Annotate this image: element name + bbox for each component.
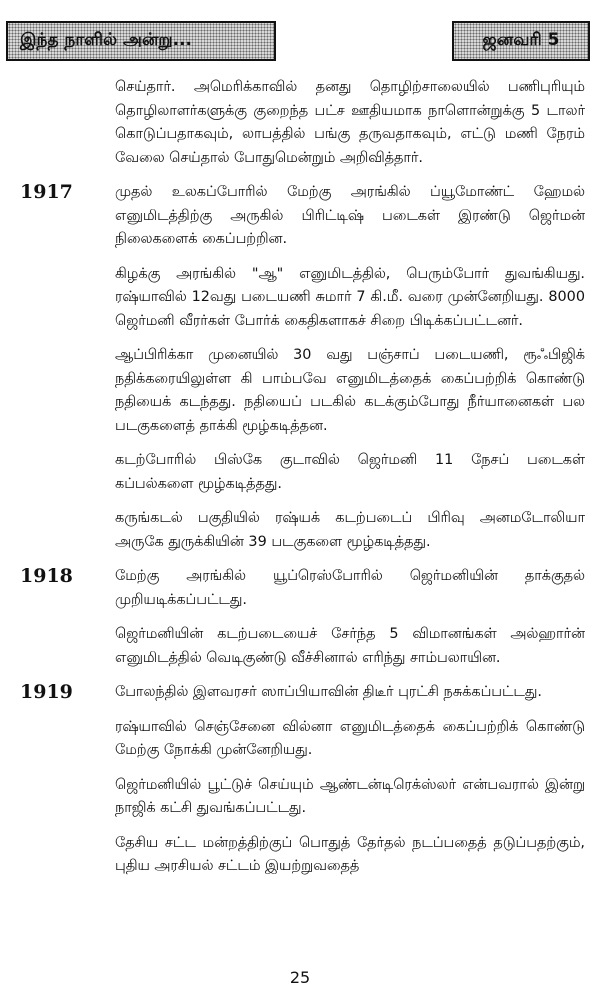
- year-entry: [0, 181, 600, 554]
- event-paragraph: கிழக்கு அரங்கில் "ஆ" எனுமிடத்தில், பெரும்போர் துவங்கியது. ரஷ்யாவில் 12வது படையணி சுமார் 7 கி.மீ. வரை முன்னேறியது. 8000 ஜெர்மனி வீரர்கள் போர்க் கைதிகளாகச் சிறை பிடிக்கப்பட்டனர்.: [115, 265, 585, 329]
- event-paragraph: செய்தார். அமெரிக்காவில் தனது தொழிற்சாலையில் பணிபுரியும் தொழிலாளர்களுக்கு குறைந்த பட்ச ஊதியமாக நாளொன்றுக்கு 5 டாலர் கொடுப்பதாகவும், லாபத்தில் பங்கு தருவதாகவும், எட்டு மணி நேரம் வேலை செய்தால் போதுமென்றும் அறிவித்தார்.: [115, 79, 585, 166]
- event-paragraph: ஜெர்மனியின் கடற்படையைச் சேர்ந்த 5 விமானங்கள் அல்ஹார்ன் எனுமிடத்தில் வெடிகுண்டு வீச்சினால் எரிந்து சாம்பலாயின.: [115, 626, 585, 666]
- entry-paragraphs: [115, 681, 585, 879]
- entry-paragraphs: [115, 76, 585, 170]
- event-paragraph: ஆப்பிரிக்கா முனையில் 30 வது பஞ்சாப் படையணி, ரூஃபிஜிக் நதிக்கரையிலுள்ள கி பாம்பவே எனுமிடத்தைக் கைப்பற்றிக் கொண்டு நதியைக் கடந்தது. நதியைப் படகில் கடக்கும்போது நீர்யானைகள் பல படகுகளைத் தாக்கி மூழ்கடித்தன.: [115, 347, 585, 434]
- event-paragraph: கடற்போரில் பிஸ்கே குடாவில் ஜெர்மனி 11 நேசப் படைகள் கப்பல்களை மூழ்கடித்தது.: [115, 452, 585, 492]
- entry-paragraphs: [115, 565, 585, 670]
- event-paragraph: தேசிய சட்ட மன்றத்திற்குப் பொதுத் தேர்தல் நடப்பதைத் தடுப்பதற்கும், புதிய அரசியல் சட்டம் இயற்றுவதைத்: [115, 834, 585, 874]
- event-paragraph: மேற்கு அரங்கில் யூப்ரெஸ்போரில் ஜெர்மனியின் தாக்குதல் முறியடிக்கப்பட்டது.: [115, 568, 585, 608]
- event-paragraph: ஜெர்மனியில் பூட்டுச் செய்யும் ஆண்டன்டிரெக்ஸ்லர் என்பவரால் இன்று நாஜிக் கட்சி துவங்கப்பட்டது.: [115, 776, 585, 816]
- year-label: 1917: [20, 181, 73, 203]
- event-paragraph: கருங்கடல் பகுதியில் ரஷ்யக் கடற்படைப் பிரிவு அனமடோலியா அருகே துருக்கியின் 39 படகுகளை மூழ்கடித்தது.: [115, 510, 585, 550]
- header-title-box: [6, 21, 276, 61]
- year-entry: [0, 681, 600, 879]
- page-body: [0, 76, 600, 890]
- event-paragraph: ரஷ்யாவில் செஞ்சேனை வில்னா எனுமிடத்தைக் கைப்பற்றிக் கொண்டு மேற்கு நோக்கி முன்னேறியது.: [115, 718, 585, 758]
- year-label: 1918: [20, 565, 73, 587]
- page-number: 25: [289, 968, 311, 987]
- header-date-box: [452, 21, 590, 61]
- event-paragraph: முதல் உலகப்போரில் மேற்கு அரங்கில் ப்யூமோண்ட் ஹேமல் எனுமிடத்திற்கு அருகில் பிரிட்டிஷ் படைகள் இரண்டு ஜெர்மன் நிலைகளைக் கைப்பற்றின.: [115, 184, 585, 247]
- entry-paragraphs: [115, 181, 585, 554]
- year-entry: [0, 76, 600, 170]
- header-title: இந்த நாளில் அன்று...: [20, 30, 193, 50]
- event-paragraph: போலந்தில் இளவரசர் ஸாப்பியாவின் திடீர் புரட்சி நசுக்கப்பட்டது.: [115, 684, 542, 700]
- year-entry: [0, 565, 600, 670]
- header-date: ஜனவரி 5: [482, 30, 560, 50]
- year-label: 1919: [20, 681, 73, 703]
